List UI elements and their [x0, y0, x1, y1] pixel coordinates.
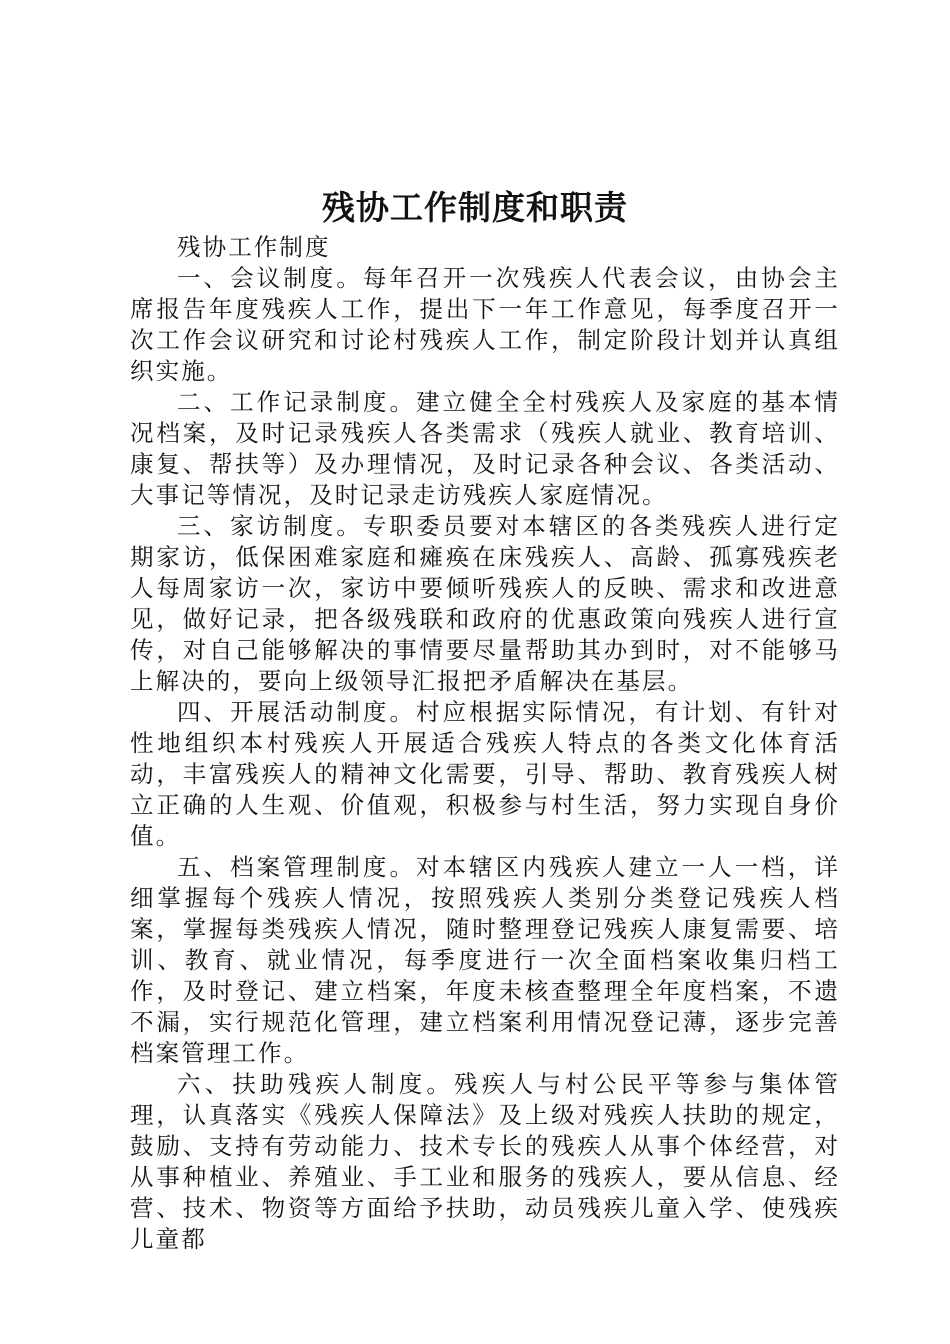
section-heading: 残协工作制度: [177, 233, 331, 261]
document-body: [130, 232, 840, 1255]
paragraph-assistance-system: 六、扶助残疾人制度。残疾人与村公民平等参与集体管理，认真落实《残疾人保障法》及上级对残疾人扶助的规定，鼓励、支持有劳动能力、技术专长的残疾人从事个体经营，对从事种植业、养殖业、手工业和服务的残疾人，要从信息、经营、技术、物资等方面给予扶助，动员残疾儿童入学、使残疾儿童都: [130, 1070, 840, 1253]
paragraph-home-visit-system: 三、家访制度。专职委员要对本辖区的各类残疾人进行定期家访，低保困难家庭和瘫痪在床残疾人、高龄、孤寡残疾老人每周家访一次，家访中要倾听残疾人的反映、需求和改进意见，做好记录，把各级残联和政府的优惠政策向残疾人进行宣传，对自己能够解决的事情要尽量帮助其办到时，对不能够马上解决的，要向上级领导汇报把矛盾解决在基层。: [130, 512, 840, 695]
paragraph-work-record-system: 二、工作记录制度。建立健全全村残疾人及家庭的基本情况档案，及时记录残疾人各类需求（残疾人就业、教育培训、康复、帮扶等）及办理情况，及时记录各种会议、各类活动、大事记等情况，及时记录走访残疾人家庭情况。: [130, 388, 840, 509]
paragraph-meeting-system: 一、会议制度。每年召开一次残疾人代表会议，由协会主席报告年度残疾人工作，提出下一年工作意见，每季度召开一次工作会议研究和讨论村残疾人工作，制定阶段计划并认真组织实施。: [130, 264, 840, 385]
document-title: 残协工作制度和职责: [322, 188, 628, 227]
paragraph-activity-system: 四、开展活动制度。村应根据实际情况，有计划、有针对性地组织本村残疾人开展适合残疾人特点的各类文化体育活动，丰富残疾人的精神文化需要，引导、帮助、教育残疾人树立正确的人生观、价值观，积极参与村生活，努力实现自身价值。: [130, 698, 840, 850]
paragraph-archive-management-system: 五、档案管理制度。对本辖区内残疾人建立一人一档，详细掌握每个残疾人情况，按照残疾人类别分类登记残疾人档案，掌握每类残疾人情况，随时整理登记残疾人康复需要、培训、教育、就业情况，每季度进行一次全面档案收集归档工作，及时登记、建立档案，年度未核查整理全年度档案，不遗不漏，实行规范化管理，建立档案利用情况登记薄，逐步完善档案管理工作。: [130, 853, 840, 1067]
